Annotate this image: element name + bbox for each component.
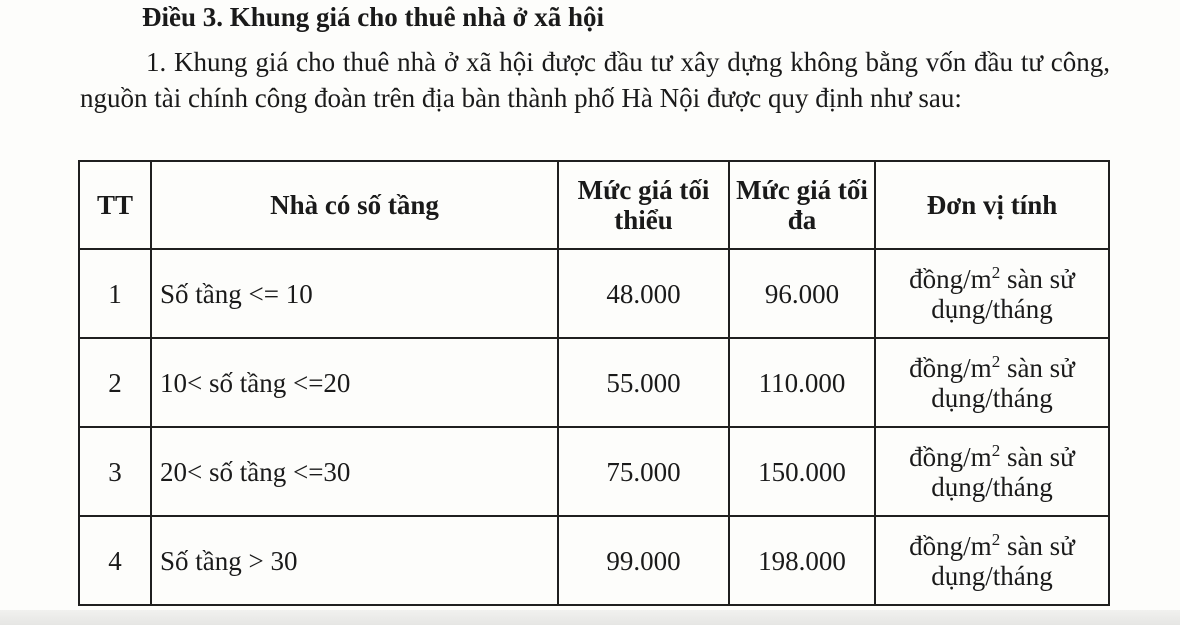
unit-text-rest: sàn sử dụng/tháng	[931, 263, 1075, 324]
unit-text-rest: sàn sử dụng/tháng	[931, 530, 1075, 591]
cell-max-price: 150.000	[729, 427, 875, 516]
table-row	[79, 427, 1109, 516]
article-heading: Điều 3. Khung giá cho thuê nhà ở xã hội	[142, 2, 605, 32]
unit-text: đồng/m	[909, 352, 992, 383]
cell-max-price: 198.000	[729, 516, 875, 605]
cell-min-price: 48.000	[558, 249, 729, 338]
table-header-row	[79, 161, 1109, 249]
unit-text: đồng/m	[909, 263, 992, 294]
cell-floors: 10< số tầng <=20	[151, 338, 558, 427]
cell-unit	[875, 249, 1109, 338]
unit-text: đồng/m	[909, 530, 992, 561]
price-table	[78, 160, 1110, 606]
unit-text-rest: sàn sử dụng/tháng	[931, 441, 1075, 502]
cell-unit	[875, 427, 1109, 516]
cell-tt: 3	[79, 427, 151, 516]
unit-superscript: 2	[991, 440, 1001, 460]
cell-unit	[875, 516, 1109, 605]
unit-superscript: 2	[991, 262, 1001, 282]
page-bottom-shade	[0, 610, 1180, 625]
cell-floors: 20< số tầng <=30	[151, 427, 558, 516]
cell-min-price: 75.000	[558, 427, 729, 516]
table-row	[79, 249, 1109, 338]
cell-min-price: 99.000	[558, 516, 729, 605]
unit-text-rest: sàn sử dụng/tháng	[931, 352, 1075, 413]
cell-tt: 1	[79, 249, 151, 338]
cell-min-price: 55.000	[558, 338, 729, 427]
unit-superscript: 2	[991, 351, 1001, 371]
article-paragraph: 1. Khung giá cho thuê nhà ở xã hội được đầu tư xây dựng không bằng vốn đầu tư công, nguồn tài chính công đoàn trên địa bàn thành phố Hà Nội được quy định như sau:	[80, 47, 1110, 113]
cell-max-price: 110.000	[729, 338, 875, 427]
table-row	[79, 338, 1109, 427]
header-min-price: Mức giá tối thiểu	[558, 161, 729, 249]
cell-floors: Số tầng > 30	[151, 516, 558, 605]
cell-floors: Số tầng <= 10	[151, 249, 558, 338]
cell-max-price: 96.000	[729, 249, 875, 338]
cell-unit	[875, 338, 1109, 427]
cell-tt: 2	[79, 338, 151, 427]
header-max-price: Mức giá tối đa	[729, 161, 875, 249]
unit-text: đồng/m	[909, 441, 992, 472]
unit-superscript: 2	[991, 529, 1001, 549]
table-row	[79, 516, 1109, 605]
header-unit: Đơn vị tính	[875, 161, 1109, 249]
cell-tt: 4	[79, 516, 151, 605]
header-tt: TT	[79, 161, 151, 249]
header-floors: Nhà có số tầng	[151, 161, 558, 249]
